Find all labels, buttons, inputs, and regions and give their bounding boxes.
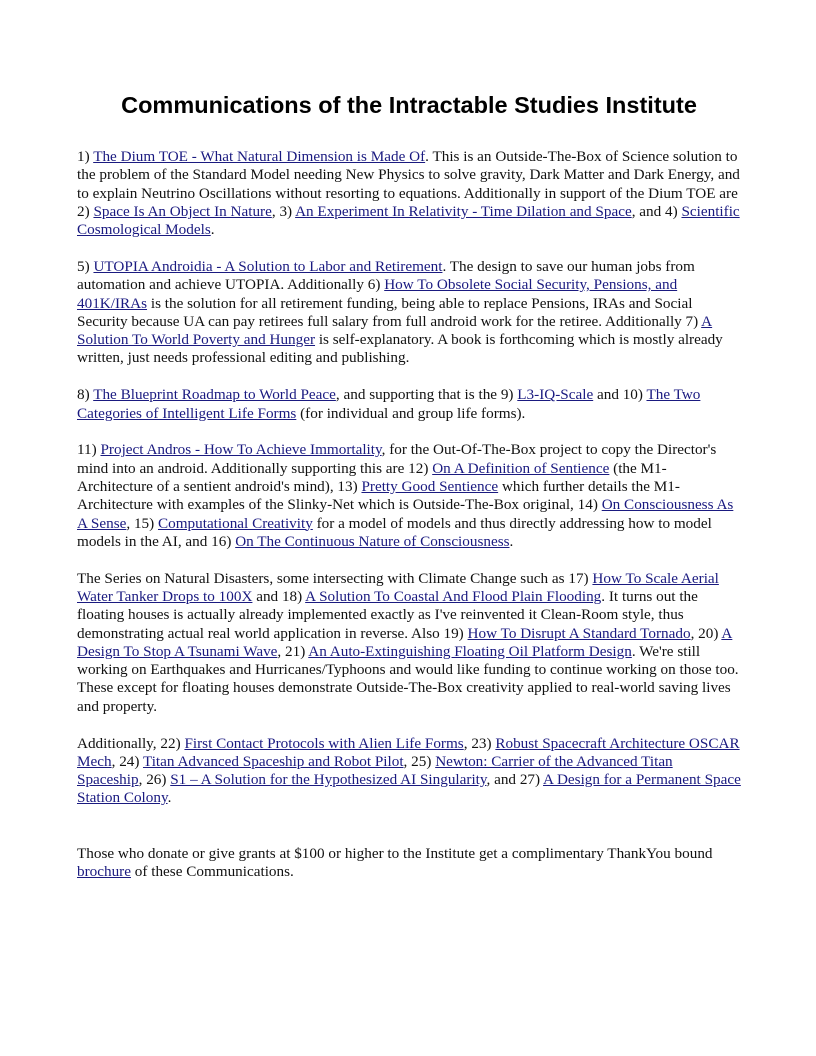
paragraph-space — [77, 735, 741, 808]
document-link[interactable]: First Contact Protocols with Alien Life Forms — [184, 734, 464, 752]
body-text: , 3) — [271, 202, 296, 220]
document-link[interactable]: A Solution To World Poverty and Hunger — [77, 312, 713, 349]
document-link[interactable]: brochure — [77, 863, 131, 880]
document-body — [77, 148, 741, 881]
body-text: Those who donate or give grants at $100 or higher to the Institute get a complimentary ThankYou bound — [77, 844, 713, 862]
body-text: , and supporting that is the 9) — [335, 386, 518, 404]
body-text: 5) — [77, 257, 94, 275]
document-link[interactable]: How To Disrupt A Standard Tornado — [467, 624, 691, 642]
document-link[interactable]: Newton: Carrier of the Advanced Titan Spaceship — [77, 752, 673, 789]
document-link[interactable]: Scientific Cosmological Models — [77, 202, 740, 239]
document-link[interactable]: Computational Creativity — [158, 514, 313, 532]
document-link[interactable]: UTOPIA Androidia - A Solution to Labor and Retirement — [93, 257, 443, 275]
body-text: , 23) — [463, 734, 496, 752]
body-text: , 24) — [111, 752, 143, 770]
document-link[interactable]: The Blueprint Roadmap to World Peace — [93, 386, 336, 404]
body-text: . — [167, 789, 172, 807]
paragraph-utopia-androidia — [77, 258, 741, 368]
body-text: which further details the M1-Architecture with examples of the Slinky-Net which is Outside-The-Box original, 14) — [77, 477, 680, 514]
document-link[interactable]: S1 – A Solution for the Hypothesized AI Singularity — [170, 771, 487, 789]
paragraph-immortality — [77, 441, 741, 551]
paragraph-world-peace — [77, 386, 741, 423]
body-text: . It turns out the floating houses is actually already implemented exactly as I've reinvented it Clean-Room style, thus demonstrating actual real world application in reverse. Also 19) — [77, 587, 698, 642]
document-page — [77, 90, 741, 900]
body-text: 11) — [77, 441, 101, 459]
document-link[interactable]: A Design To Stop A Tsunami Wave — [77, 624, 733, 660]
body-text: 8) — [77, 386, 94, 404]
body-text: . — [509, 532, 514, 550]
body-text: Additionally, 22) — [77, 734, 185, 752]
document-link[interactable]: On Consciousness As A Sense — [77, 496, 734, 532]
document-link[interactable]: The Two Categories of Intelligent Life Forms — [77, 386, 701, 422]
page-title: Communications of the Intractable Studies Institute — [121, 92, 697, 118]
body-text: , 15) — [126, 514, 158, 532]
body-text: , for the Out-Of-The-Box project to copy the Director's mind into an android. Additionally supporting this are 12) — [77, 441, 717, 477]
body-text: , and 27) — [486, 771, 544, 789]
body-text: The Series on Natural Disasters, some intersecting with Climate Change such as 17) — [77, 569, 593, 587]
paragraph-theory-of-everything — [77, 148, 741, 239]
body-text: . We're still working on Earthquakes and Hurricanes/Typhoons and would like funding to continue working on those too. These except for floating houses demonstrate Outside-The-Box creativity applied to real-world saving lives and property. — [77, 642, 739, 715]
body-text: , and 4) — [631, 202, 682, 220]
document-link[interactable]: A Solution To Coastal And Flood Plain Flooding — [305, 587, 602, 605]
body-text: for a model of models and thus directly addressing how to model models in the AI, and 16) — [77, 514, 712, 550]
body-text: . — [210, 221, 215, 239]
paragraph-natural-disasters — [77, 570, 741, 716]
body-text: is the solution for all retirement funding, being able to replace Pensions, IRAs and Social Security because UA can pay retirees full salary from full android work for the retiree. Additionally 7) — [77, 294, 702, 330]
document-link[interactable]: Titan Advanced Spaceship and Robot Pilot — [142, 752, 404, 770]
document-link[interactable]: An Experiment In Relativity - Time Dilation and Space — [295, 202, 632, 220]
document-link[interactable]: Space Is An Object In Nature — [93, 202, 272, 220]
body-text: of these Communications. — [130, 863, 294, 880]
body-text: . The design to save our human jobs from automation and achieve UTOPIA. Additionally 6) — [77, 257, 695, 294]
document-link[interactable]: Project Andros - How To Achieve Immortality — [100, 441, 382, 459]
document-link[interactable]: On A Definition of Sentience — [432, 459, 610, 477]
document-link[interactable]: How To Scale Aerial Water Tanker Drops to 100X — [77, 569, 719, 605]
body-text: , 20) — [690, 624, 722, 642]
body-text: is self-explanatory. A book is forthcoming which is mostly already written, just needs professional editing and publishing. — [77, 331, 723, 367]
document-link[interactable]: On The Continuous Nature of Consciousness — [235, 532, 510, 550]
body-text: (for individual and group life forms). — [296, 404, 526, 422]
document-link[interactable]: A Design for a Permanent Space Station Colony — [77, 771, 741, 807]
body-text: 1) — [77, 148, 94, 165]
paragraph-donation-note — [77, 845, 741, 882]
document-link[interactable]: L3-IQ-Scale — [517, 386, 594, 404]
document-link[interactable]: The Dium TOE - What Natural Dimension is Made Of — [93, 148, 426, 165]
document-link[interactable]: Robust Spacecraft Architecture OSCAR Mech — [77, 734, 740, 770]
body-text: , 21) — [277, 642, 309, 660]
body-text: , 26) — [138, 771, 171, 789]
document-link[interactable]: How To Obsolete Social Security, Pensions, and 401K/IRAs — [77, 276, 678, 312]
document-link[interactable]: Pretty Good Sentience — [361, 477, 499, 495]
body-text: and 10) — [593, 386, 647, 404]
document-link[interactable]: An Auto-Extinguishing Floating Oil Platform Design — [308, 642, 632, 660]
body-text: , 25) — [403, 752, 436, 770]
body-text: . This is an Outside-The-Box of Science solution to the problem of the Standard Model needing New Physics to solve gravity, Dark Matter and Dark Energy, and to explain Neutrino Oscillations without resorting to equations. Additionally in support of the Dium TOE are 2) — [77, 148, 740, 220]
body-text: (the M1-Architecture of a sentient android's mind), 13) — [77, 459, 667, 495]
body-text: and 18) — [252, 587, 306, 605]
